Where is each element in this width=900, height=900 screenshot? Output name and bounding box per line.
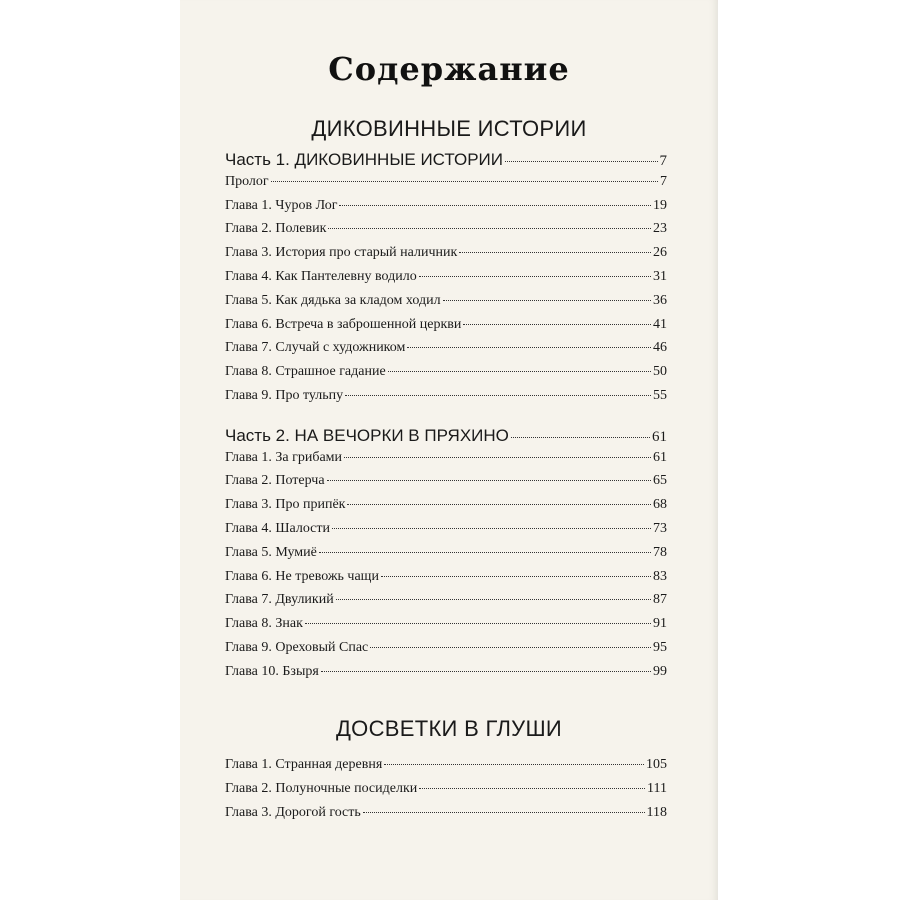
- toc-page-number: 87: [653, 592, 667, 608]
- toc-chapter-entry: [225, 269, 667, 293]
- toc-chapter-entry: [225, 664, 667, 688]
- toc-page-number: 99: [653, 663, 667, 679]
- toc-entry-label: Глава 8. Знак: [225, 616, 303, 632]
- dot-leader: [305, 623, 651, 624]
- toc-entry-label: Глава 5. Как дядька за кладом ходил: [225, 292, 441, 308]
- dot-leader: [407, 347, 651, 348]
- toc-page-number: 55: [653, 387, 667, 403]
- toc-part-entry: [225, 426, 667, 450]
- toc-chapter-entry: [225, 340, 667, 364]
- toc-page-number: 111: [647, 780, 667, 796]
- toc-entry-label: Глава 5. Мумиё: [225, 544, 317, 560]
- dot-leader: [384, 764, 644, 765]
- toc-page-number: 31: [653, 268, 667, 284]
- dot-leader: [381, 576, 651, 577]
- book-page: [180, 0, 718, 900]
- toc-chapter-entry: [225, 781, 667, 805]
- toc-chapter-entry: [225, 473, 667, 497]
- toc-page-number: 36: [653, 292, 667, 308]
- dot-leader: [327, 480, 651, 481]
- dot-leader: [347, 504, 651, 505]
- toc-page-number: 61: [652, 428, 667, 445]
- toc-entry-label: Часть 1. ДИКОВИННЫЕ ИСТОРИИ: [225, 150, 503, 169]
- toc-chapter-entry: [225, 317, 667, 341]
- dot-leader: [419, 276, 651, 277]
- toc-chapter-entry: [225, 497, 667, 521]
- toc-entry-label: Глава 3. Про припёк: [225, 497, 346, 513]
- toc-entry-label: Глава 3. История про старый наличник: [225, 245, 458, 261]
- dot-leader: [363, 812, 645, 813]
- toc-page-number: 95: [653, 639, 667, 655]
- toc-chapter-entry: [225, 569, 667, 593]
- toc-entry-label: Глава 2. Полуночные посиделки: [225, 780, 418, 796]
- dot-leader: [511, 437, 650, 438]
- toc-entry-label: Глава 4. Шалости: [225, 520, 330, 536]
- dot-leader: [345, 395, 651, 396]
- dot-leader: [321, 671, 651, 672]
- toc-chapter-entry: [225, 592, 667, 616]
- dot-leader: [370, 647, 651, 648]
- dot-leader: [319, 552, 651, 553]
- toc-page-number: 118: [646, 804, 667, 820]
- toc-page-number: 105: [646, 757, 667, 772]
- toc-page-number: 50: [653, 364, 667, 380]
- toc-entry-label: Глава 7. Двуликий: [225, 592, 334, 608]
- toc-page-number: 46: [653, 340, 667, 356]
- page-title: Содержание: [328, 50, 570, 88]
- toc-chapter-entry: [225, 521, 667, 545]
- toc-chapter-entry: [225, 640, 667, 664]
- toc-page-number: 41: [653, 316, 667, 332]
- toc-chapter-entry: [225, 364, 667, 388]
- toc-entry-label: Глава 9. Про тульпу: [225, 387, 344, 403]
- toc-page-number: 68: [653, 497, 667, 513]
- toc-page-number: 26: [653, 245, 667, 261]
- toc-chapter-entry: [225, 198, 667, 222]
- dot-leader: [388, 371, 651, 372]
- part-spacer: [225, 412, 667, 426]
- toc-list-1: [225, 150, 667, 688]
- dot-leader: [332, 528, 651, 529]
- section-heading-2: ДОСВЕТКИ В ГЛУШИ: [335, 716, 563, 741]
- toc-entry-label: Глава 3. Дорогой гость: [225, 804, 361, 820]
- dot-leader: [344, 457, 651, 458]
- toc-entry-label: Глава 1. Странная деревня: [225, 757, 383, 772]
- toc-entry-label: Глава 10. Бзыря: [225, 663, 319, 679]
- toc-page-number: 61: [653, 449, 667, 465]
- toc-entry-label: Глава 6. Не тревожь чащи: [225, 568, 379, 584]
- toc-page-number: 19: [653, 197, 667, 213]
- dot-leader: [505, 161, 658, 162]
- toc-chapter-entry: [225, 221, 667, 245]
- toc-chapter-entry: [225, 388, 667, 412]
- toc-page-number: 23: [653, 221, 667, 237]
- toc-entry-label: Глава 8. Страшное гадание: [225, 364, 386, 380]
- toc-entry-label: Глава 9. Ореховый Спас: [225, 639, 369, 655]
- toc-chapter-entry: [225, 616, 667, 640]
- toc-entry-label: Глава 1. За грибами: [225, 449, 343, 465]
- dot-leader: [463, 324, 651, 325]
- toc-list-2: [225, 757, 667, 828]
- toc-page-number: 78: [653, 544, 667, 560]
- toc-chapter-entry: [225, 545, 667, 569]
- section-heading-1: ДИКОВИННЫЕ ИСТОРИИ: [311, 116, 587, 141]
- toc-chapter-entry: [225, 805, 667, 829]
- toc-page-number: 73: [653, 520, 667, 536]
- dot-leader: [339, 205, 651, 206]
- toc-entry-label: Часть 2. НА ВЕЧОРКИ В ПРЯХИНО: [225, 425, 509, 445]
- toc-entry-label: Глава 1. Чуров Лог: [225, 197, 338, 213]
- toc-entry-label: Глава 6. Встреча в заброшенной церкви: [225, 316, 462, 332]
- toc-entry-label: Пролог: [225, 173, 269, 189]
- toc-entry-label: Глава 2. Потерча: [225, 473, 325, 489]
- toc-chapter-entry: [225, 174, 667, 198]
- toc-chapter-entry: [225, 293, 667, 317]
- dot-leader: [443, 300, 651, 301]
- dot-leader: [336, 599, 651, 600]
- toc-entry-label: Глава 7. Случай с художником: [225, 340, 406, 356]
- dot-leader: [419, 788, 645, 789]
- toc-page-number: 65: [653, 473, 667, 489]
- dot-leader: [459, 252, 651, 253]
- toc-entry-label: Глава 4. Как Пантелевну водило: [225, 268, 417, 284]
- dot-leader: [328, 228, 651, 229]
- toc-page-number: 83: [653, 568, 667, 584]
- dot-leader: [271, 181, 658, 182]
- toc-part-entry: [225, 150, 667, 174]
- toc-page-number: 7: [659, 153, 667, 169]
- toc-entry-label: Глава 2. Полевик: [225, 221, 327, 237]
- toc-chapter-entry: [225, 757, 667, 781]
- toc-chapter-entry: [225, 245, 667, 269]
- toc-chapter-entry: [225, 450, 667, 474]
- toc-page-number: 91: [653, 616, 667, 632]
- toc-page-number: 7: [660, 173, 667, 189]
